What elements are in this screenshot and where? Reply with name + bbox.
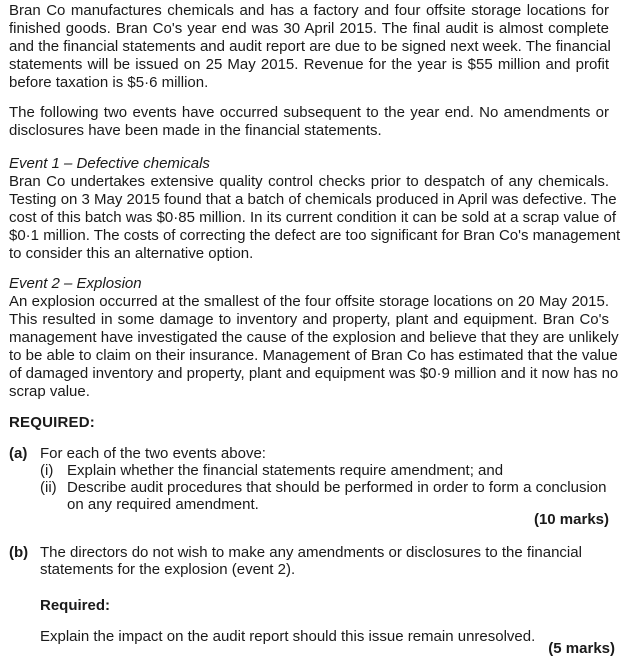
required-heading: REQUIRED: <box>9 414 95 431</box>
part-b-instruction: Explain the impact on the audit report should this issue remain unresolved. <box>40 628 536 645</box>
part-b-marks: (5 marks) <box>548 640 615 657</box>
subsequent-line: disclosures have been made in the financial statements. <box>9 122 382 139</box>
intro-line: before taxation is $5·6 million. <box>9 74 209 91</box>
subsequent-paragraph <box>9 104 609 140</box>
part-a-item-i-num: (i) <box>40 462 54 479</box>
part-b-label: (b) <box>9 544 29 561</box>
event2-line: This resulted in some damage to inventory and property, plant and equipment. Bran Co's <box>9 311 609 328</box>
event2-title: Event 2 – Explosion <box>9 275 142 292</box>
part-b-line: statements for the explosion (event 2). <box>40 561 296 578</box>
part-a-label: (a) <box>9 445 28 462</box>
intro-line: and the financial statements and audit report are due to be signed next week. The financial <box>9 38 611 55</box>
subsequent-line: The following two events have occurred subsequent to the year end. No amendments or <box>9 104 609 121</box>
event1-paragraph <box>9 155 621 263</box>
event2-line: An explosion occurred at the smallest of the four offsite storage locations on 20 May 2015. <box>9 293 609 310</box>
event2-line: of damaged inventory and property, plant and equipment was $0·9 million and it now has no <box>9 365 619 382</box>
part-a-intro: For each of the two events above: <box>40 445 266 462</box>
event2-line: management have investigated the cause of the explosion and believe that they are unlikely <box>9 329 619 346</box>
event1-line: cost of this batch was $0·85 million. In its current condition it can be sold at a scrap value of <box>9 209 616 226</box>
intro-line: finished goods. Bran Co's year end was 30 April 2015. The final audit is almost complete <box>9 20 609 37</box>
event1-title: Event 1 – Defective chemicals <box>9 155 210 172</box>
event2-line: to be able to claim on their insurance. Management of Bran Co has estimated that the value <box>9 347 618 364</box>
part-b-required: Required: <box>40 597 111 614</box>
intro-line: Bran Co manufactures chemicals and has a factory and four offsite storage locations for <box>9 2 609 19</box>
event2-line: scrap value. <box>9 383 90 400</box>
part-a-marks: (10 marks) <box>533 511 609 528</box>
part-a-item-ii-text: Describe audit procedures that should be performed in order to form a conclusion <box>67 479 607 496</box>
event1-line: to consider this an alternative option. <box>9 245 254 262</box>
event1-line: Bran Co undertakes extensive quality control checks prior to despatch of any chemicals. <box>9 173 609 190</box>
event1-line: Testing on 3 May 2015 found that a batch of chemicals produced in April was defective. The <box>9 191 617 208</box>
part-a-item-i-text: Explain whether the financial statements require amendment; and <box>67 462 504 479</box>
part-b-line: The directors do not wish to make any amendments or disclosures to the financial <box>40 544 582 561</box>
event1-line: $0·1 million. The costs of correcting the defect are too significant for Bran Co's management <box>9 227 621 244</box>
intro-paragraph <box>9 2 609 92</box>
intro-line: statements will be issued on 25 May 2015. Revenue for the year is $55 million and profit <box>9 56 609 73</box>
part-a-item-ii-num: (ii) <box>40 479 57 496</box>
part-a-item-ii-text: on any required amendment. <box>67 496 259 513</box>
event2-paragraph <box>9 275 619 401</box>
